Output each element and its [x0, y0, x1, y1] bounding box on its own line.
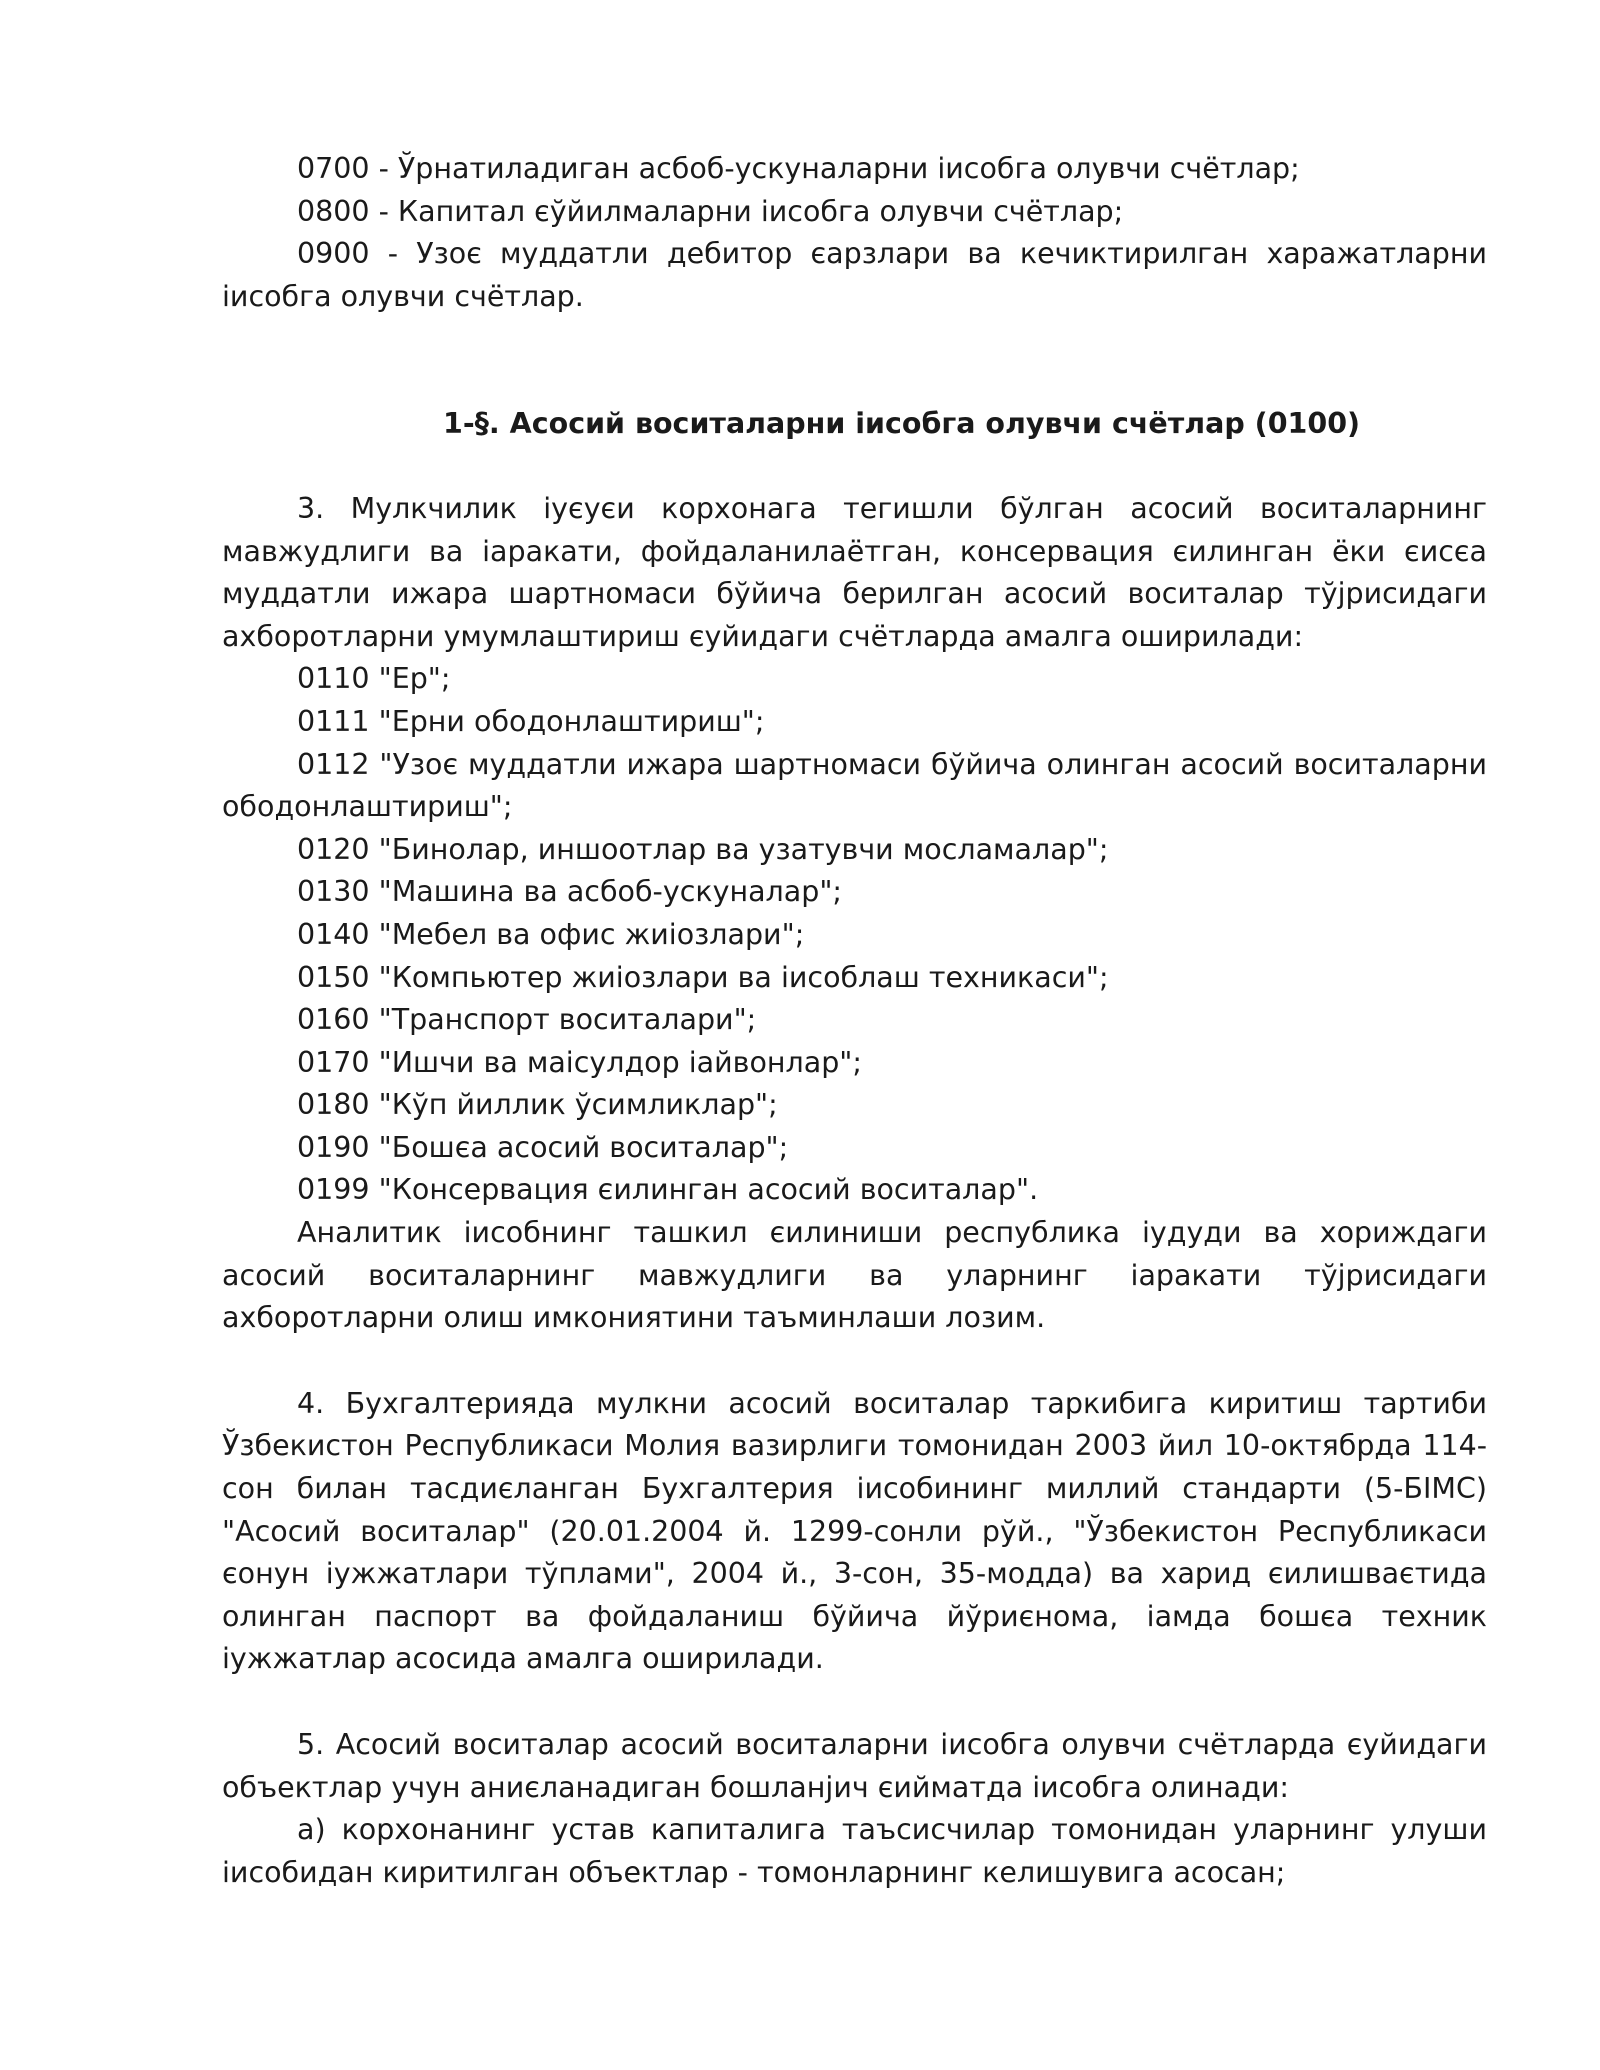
intro-line-0700: 0700 - Ўрнатиладиган асбоб-ускуналарни іисобга олувчи счётлар; — [297, 152, 1300, 185]
account-0150: 0150 "Компьютер жиіозлари ва іисоблаш техникаси"; — [297, 960, 1109, 994]
paragraph-4: 4. Бухгалтерияда мулкни асосий воситалар таркибига киритиш тартиби Ўзбекистон Республикаси Молия вазирлиги томонидан 2003 йил 10-октябрда 114-сон билан тасдиєланган Бухгалтерия іисобининг миллий стандарти (5-БІМС) "Асосий воситалар" (20.01.2004 й. 1299-сонли рўй., "Ўзбекистон Республикаси єонун іужжатлари тўплами", 2004 й., 3-сон, 35-модда) ва харид єилишваєтида олинган паспорт ва фойдаланиш бўйича йўриєнома, іамда бошєа техник іужжатлар асосида амалга оширилади. — [222, 1386, 1487, 1676]
section-heading: 1-§. Асосий воситаларни іисобга олувчи счётлар (0100) — [443, 407, 1361, 441]
intro-paragraph-0900: 0900 - Узоє муддатли дебитор єарзлари ва кечиктирилган харажатларни іисобга олувчи счётлар. — [222, 237, 1487, 313]
account-0120: 0120 "Бинолар, иншоотлар ва узатувчи мосламалар"; — [297, 832, 1109, 866]
account-0130: 0130 "Машина ва асбоб-ускуналар"; — [297, 875, 843, 909]
account-0199: 0199 "Консервация єилинган асосий воситалар". — [297, 1173, 1039, 1207]
account-0140: 0140 "Мебел ва офис жиіозлари"; — [297, 917, 805, 951]
spacer — [222, 1681, 1487, 1724]
spacer — [222, 318, 1487, 403]
spacer — [222, 446, 1487, 488]
spacer — [222, 1340, 1487, 1383]
document-page — [222, 148, 1487, 1894]
account-0110: 0110 "Ер"; — [297, 662, 451, 696]
account-0180: 0180 "Кўп йиллик ўсимликлар"; — [297, 1088, 778, 1122]
account-0160: 0160 "Транспорт воситалари"; — [297, 1003, 757, 1037]
account-0190: 0190 "Бошєа асосий воситалар"; — [297, 1130, 789, 1164]
intro-line-0800: 0800 - Капитал єўйилмаларни іисобга олувчи счётлар; — [297, 194, 1124, 228]
account-0111: 0111 "Ерни ободонлаштириш"; — [297, 704, 765, 738]
paragraph-3: 3. Мулкчилик іуєуєи корхонага тегишли бўлган асосий воситаларнинг мавжудлиги ва іаракати, фойдаланилаётган, консервация єилинган ёки єисєа муддатли ижара шартномаси бўйича берилган асосий воситалар тўјрисидаги ахборотларни умумлаштириш єуйидаги счётларда амалга оширилади: — [222, 491, 1487, 653]
account-0170: 0170 "Ишчи ва маісулдор іайвонлар"; — [297, 1045, 863, 1079]
paragraph-5: 5. Асосий воситалар асосий воситаларни іисобга олувчи счётларда єуйидаги объектлар учун аниєланадиган бошланјич єийматда іисобга олинади: — [222, 1728, 1487, 1804]
paragraph-5a: а) корхонанинг устав капиталига таъсисчилар томонидан уларнинг улуши іисобидан киритилган объектлар - томонларнинг келишувига асосан; — [222, 1813, 1487, 1889]
analytic-paragraph: Аналитик іисобнинг ташкил єилиниши республика іудуди ва хориждаги асосий воситаларнинг мавжудлиги ва уларнинг іаракати тўјрисидаги ахборотларни олиш имкониятини таъминлаши лозим. — [222, 1216, 1487, 1335]
account-0112: 0112 "Узоє муддатли ижара шартномаси бўйича олинган асосий воситаларни ободонлаштириш"; — [222, 747, 1487, 824]
